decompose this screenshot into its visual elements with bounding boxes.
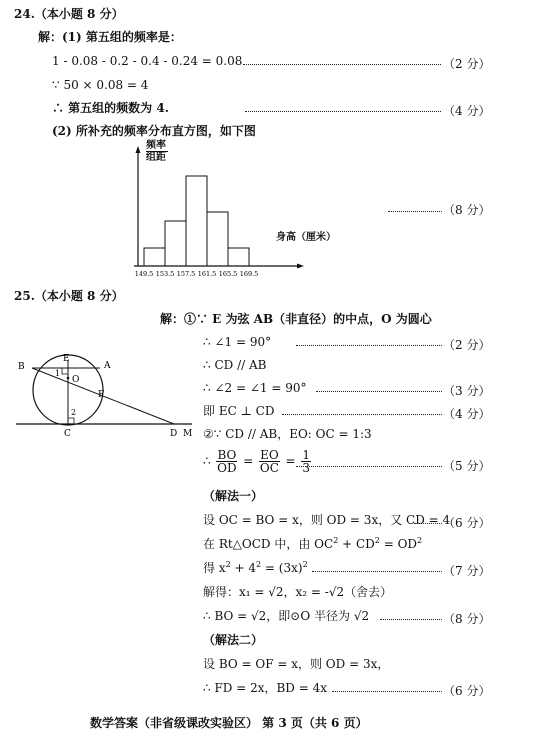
q25-step-5: 即 EC ⊥ CD (203, 404, 275, 418)
fraction-bo-od (216, 449, 237, 474)
label-b: B (18, 362, 25, 372)
x-tick-label: 149.5 (134, 270, 154, 278)
q25-step-3: ∴ CD // AB (203, 358, 267, 372)
q25-score-4: （4 分） (443, 407, 491, 421)
point-o (67, 377, 70, 380)
q24-line-1: 解：(1) 第五组的频率是： (38, 30, 182, 44)
histogram-bar (228, 248, 249, 266)
fraction-numerator: EO (260, 448, 279, 462)
x-tick-label: 169.5 (239, 270, 259, 278)
leader-dots (332, 691, 442, 692)
histogram-y-label (146, 140, 176, 163)
q24-score-4: （4 分） (443, 104, 491, 118)
label-f: F (98, 390, 105, 400)
label-c: C (64, 429, 71, 439)
label-angle-2: 2 (71, 408, 77, 417)
page-footer: 数学答案（非省级课改实验区） 第 3 页（共 6 页） (90, 716, 368, 730)
q24-header: 24.（本小题 8 分） (14, 7, 124, 21)
y-label-denominator: 组距 (146, 152, 166, 163)
x-tick-label: 161.5 (197, 270, 217, 278)
q24-line-3: ∵ 50 × 0.08 = 4 (52, 78, 149, 92)
leader-dots (380, 619, 442, 620)
q25-step-4: ∴ ∠2 = ∠1 = 90° (203, 381, 307, 395)
q25-step-1: 解：①∵ E 为弦 AB（非直径）的中点，O 为圆心 (160, 312, 432, 326)
fraction-denominator: OC (259, 461, 279, 475)
q25-score-6b: （6 分） (443, 684, 491, 698)
leader-dots (282, 414, 442, 415)
fraction-denominator: OD (217, 461, 237, 475)
leader-dots (296, 466, 442, 467)
right-angle-mark-1 (62, 368, 68, 374)
q24-line-2: 1 - 0.08 - 0.2 - 0.4 - 0.24 = 0.08 (52, 54, 243, 68)
method-2-line-1: 设 BO = OF = x，则 OD = 3x， (203, 657, 390, 671)
q25-step-2: ∴ ∠1 = 90° (203, 335, 272, 349)
method-1-line-4: 解得：x₁ = √2，x₂ = -√2（舍去） (203, 585, 393, 599)
therefore-symbol: ∴ (203, 454, 211, 468)
q25-score-5: （5 分） (443, 459, 491, 473)
equals-sign: = (285, 454, 296, 468)
method-1-line-3: 得 $x^2 + 4^2 = (3x)^2$ (203, 560, 308, 575)
q24-score-8: （8 分） (443, 203, 491, 217)
geometry-diagram (12, 340, 202, 440)
leader-dots (296, 345, 442, 346)
q25-score-7: （7 分） (443, 564, 491, 578)
histogram-bar (186, 176, 207, 266)
leader-dots (245, 111, 441, 112)
fraction-numerator: BO (217, 448, 237, 462)
method-1-line-2: 在 Rt△OCD 中，由 $OC^2 + CD^2 = OD^2$ (203, 536, 423, 551)
q25-score-2: （2 分） (443, 338, 491, 352)
method-1-line-5: ∴ BO = √2，即⊙O 半径为 √2 (203, 609, 370, 623)
q25-step-7 (203, 449, 313, 474)
method-1-line-1: 设 OC = BO = x，则 OD = 3x，又 CD = 4 (203, 513, 451, 527)
leader-dots (414, 523, 442, 524)
fraction-1-3 (301, 449, 311, 474)
label-m: M (183, 429, 193, 439)
right-angle-mark-2 (68, 418, 74, 424)
fraction-denominator: 3 (302, 461, 311, 475)
y-label-numerator: 频率 (146, 140, 166, 151)
histogram-bar (207, 212, 228, 266)
fraction-numerator: 1 (302, 448, 311, 462)
fraction-eo-oc (259, 449, 280, 474)
label-d: D (170, 429, 178, 439)
x-tick-label: 157.5 (176, 270, 196, 278)
q25-header: 25.（本小题 8 分） (14, 289, 124, 303)
label-angle-1: 1 (55, 369, 61, 378)
x-tick-label: 165.5 (218, 270, 238, 278)
q24-line-5: (2) 所补充的频率分布直方图，如下图 (52, 124, 256, 138)
method-2-line-2: ∴ FD = 2x，BD = 4x (203, 681, 328, 695)
leader-dots (316, 391, 442, 392)
q24-score-2: （2 分） (443, 57, 491, 71)
leader-dots (243, 64, 441, 65)
label-e: E (63, 354, 70, 364)
x-axis-arrow (297, 264, 304, 269)
leader-dots (388, 211, 442, 212)
histogram-bar (144, 248, 165, 266)
q25-score-8: （8 分） (443, 612, 491, 626)
q25-score-6: （6 分） (443, 516, 491, 530)
equals-sign: = (243, 454, 254, 468)
method-2-title: （解法二） (203, 633, 264, 647)
method-1-title: （解法一） (203, 489, 264, 503)
q25-step-6: ②∵ CD // AB，EO: OC = 1:3 (203, 427, 372, 441)
y-axis-arrow (136, 146, 141, 153)
q24-line-4: ∴ 第五组的频数为 4. (52, 101, 169, 115)
histogram-x-label: 身高（厘米） (276, 232, 336, 243)
histogram-bar (165, 221, 186, 266)
label-a: A (104, 361, 111, 371)
label-o: O (72, 375, 80, 385)
q25-score-3: （3 分） (443, 384, 491, 398)
x-tick-label: 153.5 (155, 270, 175, 278)
leader-dots (312, 571, 442, 572)
